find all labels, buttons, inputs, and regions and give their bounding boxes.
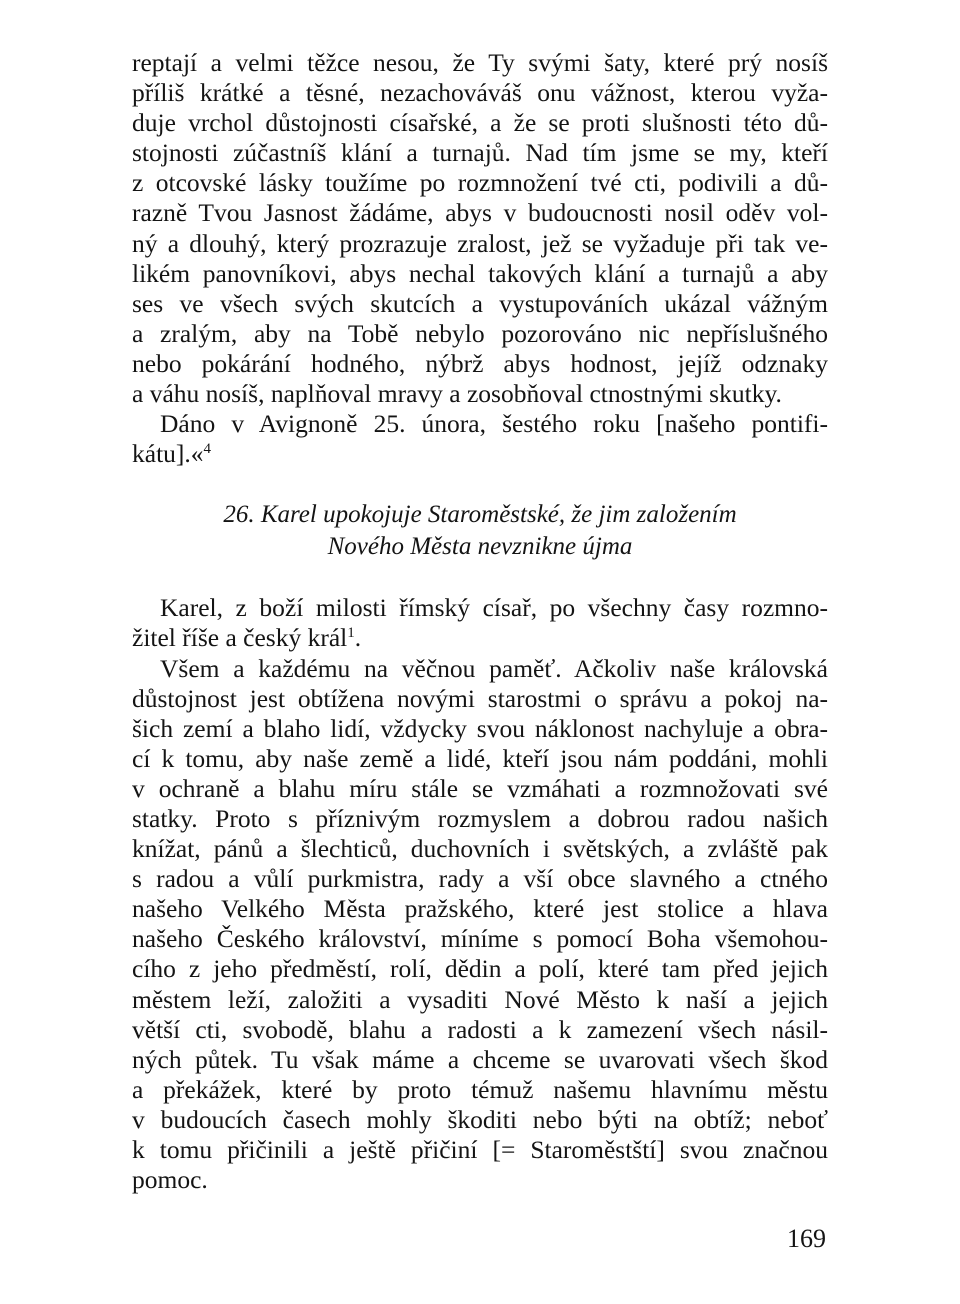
text-line: v ochraně a blahu míru stále se vzmáhati a rozmnožovati své <box>132 773 828 803</box>
text-line: našeho Českého království, míníme s pomocí Boha všemohou- <box>132 924 828 954</box>
text-line: Všem a každému na věčnou paměť. Ačkoliv naše královská <box>160 653 828 683</box>
text-line: k tomu přičinili a ještě přičiní [= Staroměstští] svou značnou <box>132 1135 828 1164</box>
page-number: 169 <box>787 1224 826 1253</box>
text-line: v budoucích časech mohly škoditi nebo býti na obtíž; neboť <box>132 1104 828 1134</box>
paragraph-2 <box>132 409 828 469</box>
text-fragment: žitel říše a český král <box>132 623 348 653</box>
text-line: cího z jeho předměstí, rolí, dědin a polí, které tam před jejich <box>132 954 828 984</box>
text-line: statky. Proto s příznivým rozmyslem a dobrou radou našich <box>132 803 828 833</box>
paragraph-1 <box>132 48 828 409</box>
page-body <box>132 48 828 1195</box>
text-line: příliš krátké a těsné, nezachováváš onu vážnost, kterou vyža- <box>132 78 828 108</box>
text-line: duje vrchol důstojnosti císařské, a že se proti slušnosti této dů- <box>132 108 828 138</box>
footnote-ref: 4 <box>203 441 212 458</box>
text-line: razně Tvou Jasnost žádáme, abys v budoucnosti nosil oděv vol- <box>132 198 828 228</box>
text-line: Karel, z boží milosti římský císař, po všechny časy rozmno- <box>160 593 828 623</box>
text-line: ných půtek. Tu však máme a chceme se uvarovati všech škod <box>132 1044 828 1074</box>
footnote-ref: 1 <box>347 625 355 642</box>
paragraph-3 <box>132 593 828 653</box>
section-heading <box>132 499 828 563</box>
text-line: z otcovské lásky toužíme po rozmnožení tvé cti, podivili a dů- <box>132 168 828 198</box>
text-line: stojnosti zúčastníš klání a turnajů. Nad tím jsme se my, kteří <box>132 138 828 168</box>
text-line: pomoc. <box>132 1165 208 1195</box>
text-line: s radou a vůlí purkmistra, rady a vší obce slavného a ctného <box>132 864 828 894</box>
text-line <box>132 439 828 469</box>
text-line: Dáno v Avignoně 25. února, šestého roku [našeho pontifi- <box>160 409 828 439</box>
text-line: důstojnost jest obtížena novými starostmi o správu a pokoj na- <box>132 683 828 713</box>
text-line: cí k tomu, aby naše země a lidé, kteří jsou nám poddáni, mohli <box>132 743 828 773</box>
text-fragment: kátu].« <box>132 439 204 469</box>
text-line: větší cti, svobodě, blahu a radosti a k zamezení všech násil- <box>132 1014 828 1044</box>
text-line: knížat, pánů a šlechticů, duchovních i světských, a zvláště pak <box>132 834 828 864</box>
heading-line: Nového Města nevznikne újma <box>327 533 633 561</box>
text-line: ses ve všech svých skutcích a vystupováních ukázal vážným <box>132 288 828 318</box>
text-line: šich zemí a blaho lidí, vždycky svou náklonost nachyluje a obra- <box>132 713 828 743</box>
text-line <box>132 623 828 653</box>
text-line: ný a dlouhý, který prozrazuje zralost, jež se vyžaduje při tak ve- <box>132 228 828 258</box>
text-line: reptají a velmi těžce nesou, že Ty svými šaty, které prý nosíš <box>132 48 828 77</box>
paragraph-4 <box>132 654 828 1196</box>
text-fragment: . <box>354 623 362 653</box>
text-line: likém panovníkovi, abys nechal takových klání a turnajů a aby <box>132 258 828 288</box>
text-line: městem leží, založiti a vysaditi Nové Město k naší a jejich <box>132 984 828 1014</box>
text-line: nebo pokárání hodného, nýbrž abys hodnost, jejíž odznaky <box>132 348 828 378</box>
text-line: a překážek, které by proto témuž našemu hlavnímu městu <box>132 1074 828 1104</box>
text-line: a zralým, aby na Tobě nebylo pozorováno nic nepříslušného <box>132 318 828 348</box>
text-line: a váhu nosíš, naplňoval mravy a zosobňoval ctnostnými skutky. <box>132 379 782 409</box>
text-line: našeho Velkého Města pražského, které jest stolice a hlava <box>132 894 828 924</box>
heading-line: 26. Karel upokojuje Staroměstské, že jim založením <box>223 501 737 529</box>
